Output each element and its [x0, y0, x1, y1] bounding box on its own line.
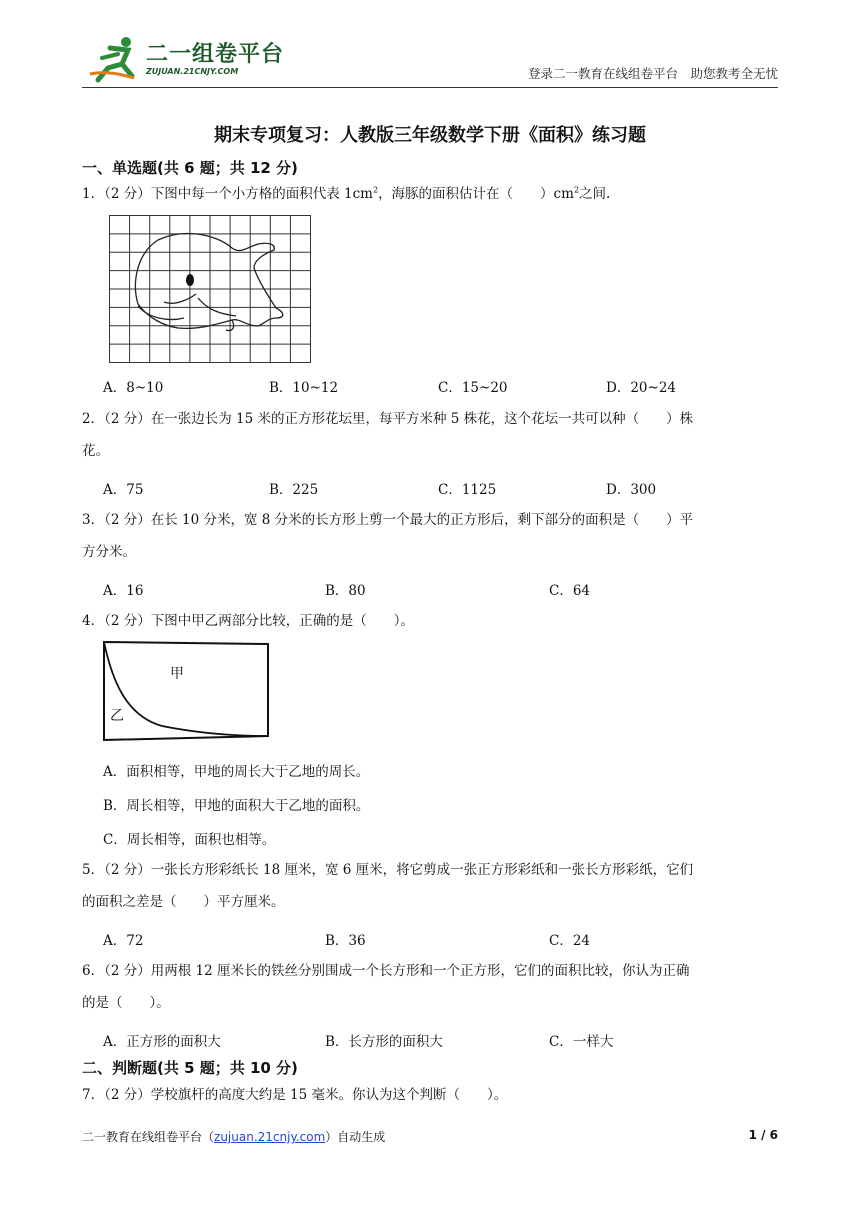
footer-suffix: ）自动生成: [325, 1130, 386, 1144]
question-7: [82, 1079, 782, 1111]
section-heading-single-choice: 一、单选题(共 6 题；共 12 分): [82, 159, 298, 177]
dolphin-eye: [186, 274, 194, 286]
jia-yi-figure: [102, 640, 274, 744]
question-3-line-1: 3．（2 分）在长 10 分米，宽 8 分米的长方形上剪一个最大的正方形后，剩下部分的面积是（ ）平: [82, 512, 694, 528]
option-a: A．8~10: [103, 380, 164, 396]
option-b: B．10~12: [269, 380, 339, 396]
question-2-line-1: 2．（2 分）在一张边长为 15 米的正方形花坛里，每平方米种 5 株花，这个花坛一共可以种（ ）株: [82, 411, 694, 427]
option-d: D．20~24: [606, 380, 676, 396]
label-yi: 乙: [110, 708, 124, 724]
footer-link[interactable]: zujuan.21cnjy.com: [214, 1130, 326, 1144]
option-a: A．面积相等，甲地的周长大于乙地的周长。: [103, 764, 370, 780]
question-7-line-1: 7．（2 分）学校旗杆的高度大约是 15 毫米。你认为这个判断（ ）。: [82, 1087, 508, 1103]
question-5-line-1: 5．（2 分）一张长方形彩纸长 18 厘米，宽 6 厘米，将它剪成一张正方形彩纸和一张长方形彩纸，它们: [82, 862, 694, 878]
option-b: B．长方形的面积大: [325, 1034, 443, 1050]
question-6: [82, 955, 782, 1019]
option-c: C．15~20: [438, 380, 508, 396]
question-4-line-1: 4．（2 分）下图中甲乙两部分比较，正确的是（ ）。: [82, 613, 414, 629]
header-slogan: 登录二一教育在线组卷平台 助您教考全无忧: [527, 66, 778, 81]
option-c: C．1125: [438, 482, 497, 498]
option-c: C．一样大: [549, 1034, 614, 1050]
question-1: [82, 178, 782, 210]
section-heading-true-false: 二、判断题(共 5 题；共 10 分): [82, 1059, 298, 1077]
option-a: A．72: [103, 933, 144, 949]
footer-source: [82, 1128, 385, 1145]
question-4: [82, 605, 782, 637]
logo-text: 二一组卷平台: [146, 42, 285, 67]
dolphin-outline: [135, 234, 282, 331]
header-divider: [82, 87, 778, 88]
logo-subtext: ZUJUAN.21CNJY.COM: [146, 67, 239, 76]
question-3: [82, 504, 782, 568]
page-title: 期末专项复习：人教版三年级数学下册《面积》练习题: [214, 125, 646, 146]
question-3-line-2: 方分米。: [82, 544, 136, 560]
option-b: B．36: [325, 933, 366, 949]
site-logo: [88, 34, 288, 84]
page-number: 1 / 6: [748, 1128, 778, 1142]
option-b: B．80: [325, 583, 366, 599]
question-1-text-c: 之间.: [579, 186, 611, 202]
dolphin-grid-figure: [108, 214, 314, 366]
question-1-text-b: ，海豚的面积估计在（ ）cm: [378, 186, 574, 202]
runner-logo-icon: [88, 34, 146, 84]
option-a: A．75: [103, 482, 144, 498]
question-6-line-2: 的是（ ）。: [82, 995, 170, 1011]
option-b: B．周长相等，甲地的面积大于乙地的面积。: [103, 798, 370, 814]
label-jia: 甲: [170, 666, 184, 682]
footer-prefix: 二一教育在线组卷平台（: [82, 1130, 215, 1144]
question-6-line-1: 6．（2 分）用两根 12 厘米长的铁丝分别围成一个长方形和一个正方形，它们的面积比较，你认为正确: [82, 963, 690, 979]
superscript: 2: [372, 185, 379, 195]
question-5: [82, 854, 782, 918]
option-a: A．正方形的面积大: [103, 1034, 221, 1050]
option-d: D．300: [606, 482, 657, 498]
option-a: A．16: [103, 583, 144, 599]
superscript: 2: [573, 185, 580, 195]
option-c: C．周长相等，面积也相等。: [103, 832, 276, 848]
question-2: [82, 403, 782, 467]
option-b: B．225: [269, 482, 319, 498]
option-c: C．24: [549, 933, 591, 949]
question-5-line-2: 的面积之差是（ ）平方厘米。: [82, 894, 285, 910]
question-1-text-a: 1．（2 分）下图中每一个小方格的面积代表 1cm: [82, 186, 373, 202]
option-c: C．64: [549, 583, 591, 599]
question-2-line-2: 花。: [82, 443, 109, 459]
